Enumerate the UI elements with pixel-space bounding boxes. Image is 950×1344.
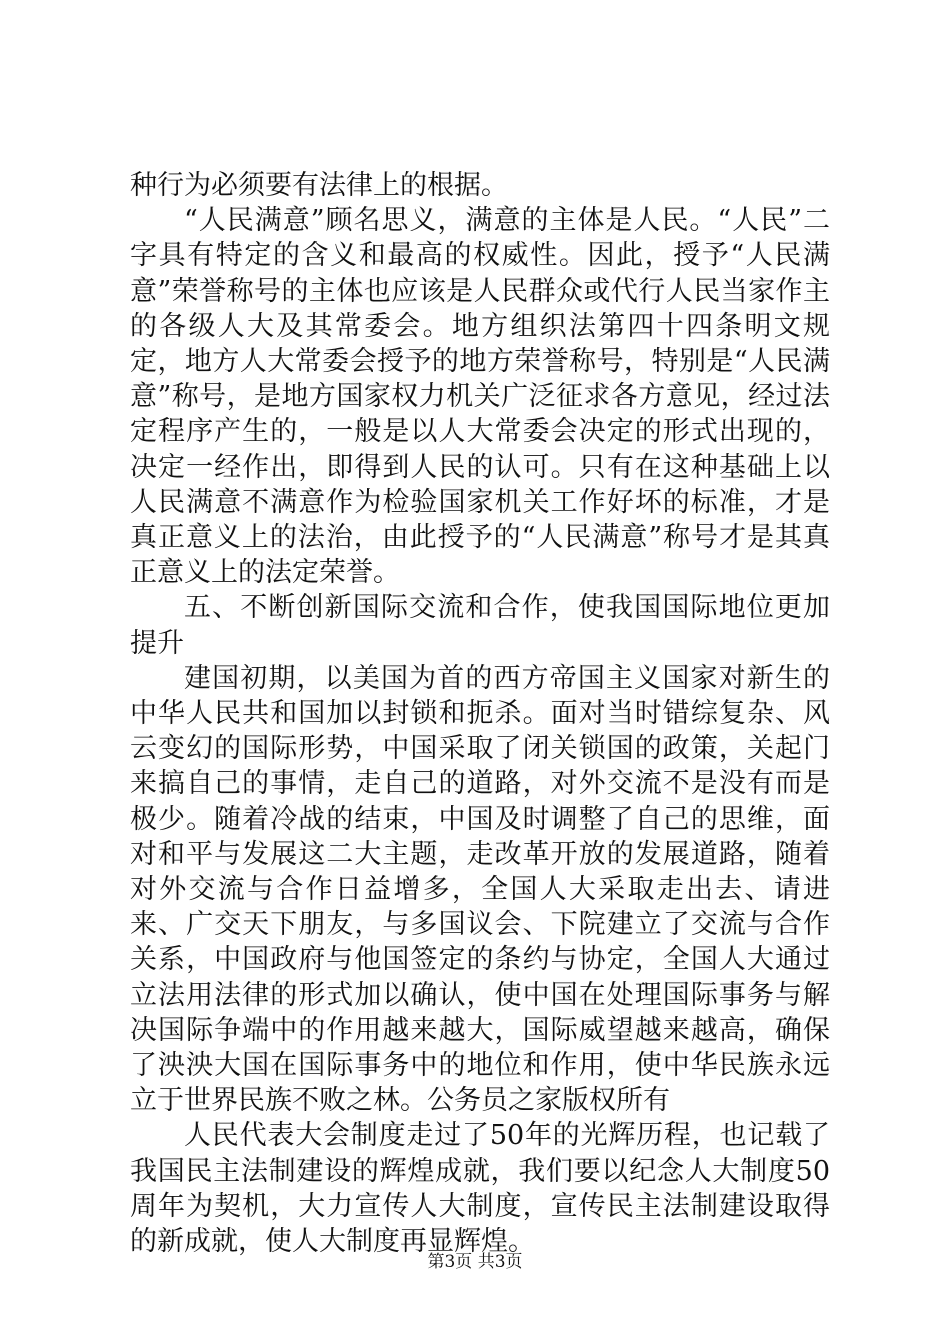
page-number-footer: 第3页 共3页	[427, 1252, 523, 1272]
section-heading-international: 五、不断创新国际交流和合作，使我国国际地位更加提升	[130, 592, 830, 659]
paragraph-continuation: 种行为必须要有法律上的根据。	[130, 170, 508, 201]
document-body	[130, 168, 830, 1259]
paragraph-conclusion: 人民代表大会制度走过了50年的光辉历程，也记载了我国民主法制建设的辉煌成就，我们要以纪念人大制度50周年为契机，大力宣传人大制度，宣传民主法制建设取得的新成就，使人大制度再显辉煌。	[130, 1120, 830, 1258]
paragraph-people-satisfied: “人民满意”顾名思义，满意的主体是人民。“人民”二字具有特定的含义和最高的权威性。因此，授予“人民满意”荣誉称号的主体也应该是人民群众或代行人民当家作主的各级人大及其常委会。地方组织法第四十四条明文规定，地方人大常委会授予的地方荣誉称号，特别是“人民满意”称号，是地方国家权力机关广泛征求各方意见，经过法定程序产生的，一般是以人大常委会决定的形式出现的，决定一经作出，即得到人民的认可。只有在这种基础上以人民满意不满意作为检验国家机关工作好坏的标准，才是真正意义上的法治，由此授予的“人民满意”称号才是其真正意义上的法定荣誉。	[130, 205, 830, 589]
paragraph-international-exchange: 建国初期，以美国为首的西方帝国主义国家对新生的中华人民共和国加以封锁和扼杀。面对当时错综复杂、风云变幻的国际形势，中国采取了闭关锁国的政策，关起门来搞自己的事情，走自己的道路，对外交流不是没有而是极少。随着冷战的结束，中国及时调整了自己的思维，面对和平与发展这二大主题，走改革开放的发展道路，随着对外交流与合作日益增多，全国人大采取走出去、请进来、广交天下朋友，与多国议会、下院建立了交流与合作关系，中国政府与他国签定的条约与协定，全国人大通过立法用法律的形式加以确认，使中国在处理国际事务与解决国际争端中的作用越来越大，国际威望越来越高，确保了泱泱大国在国际事务中的地位和作用，使中华民族永远立于世界民族不败之林。公务员之家版权所有	[130, 662, 830, 1117]
